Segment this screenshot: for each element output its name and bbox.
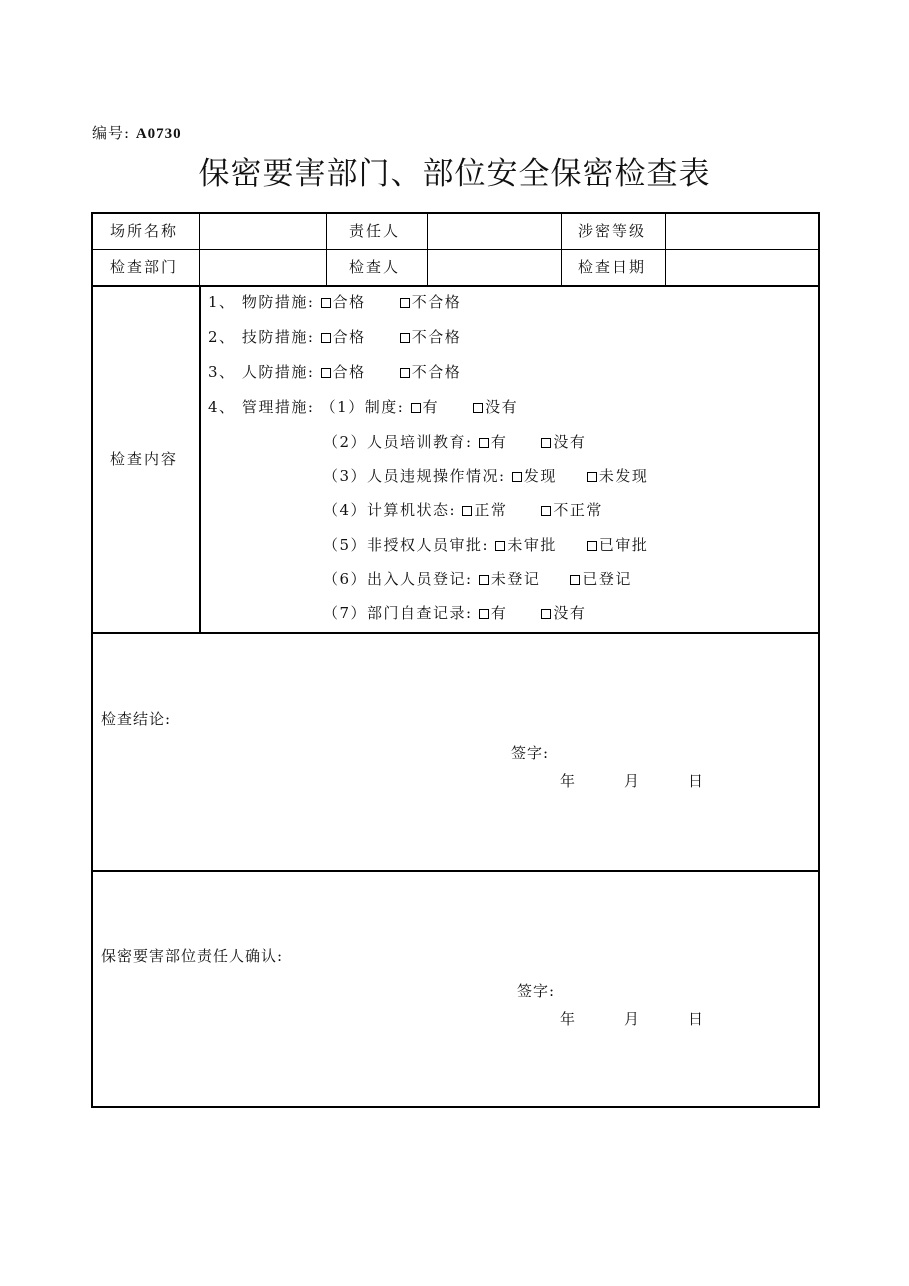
check-item	[208, 361, 461, 382]
option-label: 未发现	[598, 467, 649, 485]
item-number: 1、	[208, 293, 236, 311]
conclusion-month: 月	[624, 772, 642, 790]
checkbox-icon	[400, 368, 410, 378]
option-registered[interactable]	[570, 568, 632, 589]
option-label: 合格	[332, 293, 366, 311]
conclusion-area[interactable]	[101, 734, 801, 754]
option-qualified[interactable]	[321, 326, 366, 347]
confirm-day: 日	[688, 1010, 706, 1028]
check-subitem	[323, 568, 632, 589]
checkbox-icon	[411, 403, 421, 413]
field-site-name[interactable]	[205, 220, 320, 242]
item-number: 2、	[208, 328, 236, 346]
check-subitem	[323, 534, 648, 555]
checkbox-icon	[541, 609, 551, 619]
checkbox-icon	[400, 298, 410, 308]
field-secret-level[interactable]	[671, 220, 811, 242]
option-label: 不合格	[411, 328, 462, 346]
checkbox-icon	[479, 609, 489, 619]
form-code	[92, 122, 182, 143]
col-divider	[561, 214, 562, 286]
option-label: 发现	[523, 467, 557, 485]
col-divider	[199, 214, 200, 286]
subitem-label: （4）计算机状态:	[323, 501, 457, 519]
item-number: 4、	[208, 398, 236, 416]
option-label: 正常	[474, 501, 508, 519]
option-label: 不正常	[553, 501, 603, 519]
form-code-label: 编号:	[92, 124, 131, 142]
option-label: 没有	[553, 433, 587, 451]
row-divider	[93, 249, 818, 250]
option-normal[interactable]	[462, 499, 507, 520]
page-title: 保密要害部门、部位安全保密检查表	[198, 156, 711, 192]
check-item	[208, 396, 518, 417]
check-item	[208, 291, 461, 312]
row-divider	[93, 285, 818, 287]
item-name: 人防措施:	[241, 363, 315, 381]
checkbox-icon	[462, 506, 472, 516]
confirm-year: 年	[560, 1010, 578, 1028]
checkbox-icon	[473, 403, 483, 413]
option-found[interactable]	[512, 465, 557, 486]
option-label: 没有	[485, 398, 519, 416]
option-yes[interactable]	[411, 396, 440, 417]
option-unqualified[interactable]	[400, 326, 462, 347]
option-no[interactable]	[541, 602, 586, 623]
item-name: 物防措施:	[241, 293, 315, 311]
item-number: 3、	[208, 363, 236, 381]
checkbox-icon	[495, 541, 505, 551]
option-label: 已审批	[598, 536, 649, 554]
label-confirm: 保密要害部位责任人确认:	[101, 947, 284, 965]
checkbox-icon	[541, 438, 551, 448]
option-label: 有	[490, 604, 508, 622]
option-label: 不合格	[411, 363, 462, 381]
col-divider	[199, 286, 201, 633]
option-not-approved[interactable]	[495, 534, 557, 555]
checkbox-icon	[321, 333, 331, 343]
item-name: 管理措施:	[241, 398, 315, 416]
label-secret-level: 涉密等级	[578, 222, 647, 240]
option-label: 有	[490, 433, 508, 451]
checkbox-icon	[479, 575, 489, 585]
check-subitem	[323, 602, 586, 623]
subitem-label: （1）制度:	[320, 398, 405, 416]
option-not-found[interactable]	[587, 465, 649, 486]
label-inspector: 检查人	[349, 258, 401, 276]
label-inspect-dept: 检查部门	[110, 258, 179, 276]
option-label: 有	[422, 398, 440, 416]
checkbox-icon	[321, 298, 331, 308]
option-yes[interactable]	[479, 431, 508, 452]
subitem-label: （2）人员培训教育:	[323, 433, 473, 451]
check-subitem	[323, 499, 603, 520]
field-inspect-date[interactable]	[671, 256, 811, 278]
option-yes[interactable]	[479, 602, 508, 623]
field-inspect-dept[interactable]	[205, 256, 320, 278]
checkbox-icon	[400, 333, 410, 343]
option-label: 已登记	[582, 570, 632, 588]
col-divider	[665, 214, 666, 286]
confirm-area[interactable]	[101, 969, 801, 989]
option-label: 未登记	[490, 570, 541, 588]
checkbox-icon	[570, 575, 580, 585]
label-responsible-person: 责任人	[349, 222, 401, 240]
col-divider	[427, 214, 428, 286]
option-unqualified[interactable]	[400, 291, 462, 312]
option-no[interactable]	[541, 431, 586, 452]
option-label: 合格	[332, 363, 366, 381]
option-label: 未审批	[507, 536, 557, 554]
confirm-month: 月	[624, 1010, 642, 1028]
conclusion-sign-label: 签字:	[511, 744, 550, 762]
check-subitem	[323, 465, 648, 486]
option-label: 不合格	[411, 293, 462, 311]
option-qualified[interactable]	[321, 361, 366, 382]
conclusion-day: 日	[688, 772, 706, 790]
subitem-label: （3）人员违规操作情况:	[323, 467, 506, 485]
form-code-value: A0730	[135, 126, 182, 142]
conclusion-year: 年	[560, 772, 578, 790]
option-no[interactable]	[473, 396, 518, 417]
subitem-label: （5）非授权人员审批:	[323, 536, 490, 554]
checkbox-icon	[321, 368, 331, 378]
option-not-registered[interactable]	[479, 568, 541, 589]
option-unqualified[interactable]	[400, 361, 462, 382]
option-abnormal[interactable]	[541, 499, 603, 520]
confirm-sign-label: 签字:	[517, 982, 556, 1000]
field-inspector[interactable]	[433, 256, 555, 278]
checkbox-icon	[512, 472, 522, 482]
col-divider	[326, 214, 327, 286]
subitem-label: （6）出入人员登记:	[323, 570, 473, 588]
label-site-name: 场所名称	[110, 222, 179, 240]
field-responsible-person[interactable]	[433, 220, 555, 242]
label-inspect-content: 检查内容	[110, 450, 179, 468]
option-approved[interactable]	[587, 534, 649, 555]
row-divider	[93, 870, 818, 872]
row-divider	[93, 632, 818, 634]
check-item	[208, 326, 461, 347]
inspection-form	[91, 212, 820, 1108]
item-name: 技防措施:	[241, 328, 315, 346]
checkbox-icon	[541, 506, 551, 516]
checkbox-icon	[479, 438, 489, 448]
checkbox-icon	[587, 541, 597, 551]
option-label: 合格	[332, 328, 366, 346]
label-inspect-date: 检查日期	[578, 258, 647, 276]
check-subitem	[323, 431, 586, 452]
label-conclusion: 检查结论:	[101, 710, 172, 728]
checkbox-icon	[587, 472, 597, 482]
subitem-label: （7）部门自查记录:	[323, 604, 473, 622]
option-label: 没有	[553, 604, 587, 622]
option-qualified[interactable]	[321, 291, 366, 312]
